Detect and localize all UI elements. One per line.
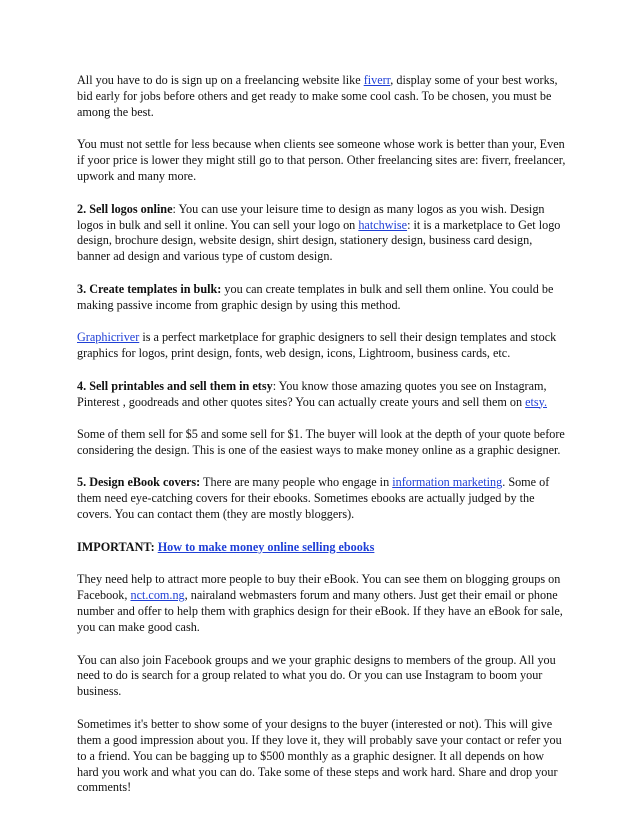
bold-text: 4. Sell printables and sell them in etsy — [77, 378, 273, 393]
paragraph — [77, 379, 567, 411]
paragraph — [77, 717, 567, 797]
text-link[interactable]: information marketing — [392, 475, 503, 490]
body-text: , nairaland webmasters forum and many others. Just get their email or phone number and offer to help them with graphics design for their eBook. If they have an eBook for sale, you can make good cash. — [77, 588, 563, 634]
paragraph — [77, 572, 567, 636]
body-text: : You know those amazing quotes you see on Instagram, Pinterest , goodreads and other quotes sites? You can actually create yours and sell them on — [77, 378, 547, 409]
body-text: , display some of your best works, bid early for jobs before others and get ready to make some cool cash. To be chosen, you must be among the best. — [77, 73, 558, 119]
paragraph — [77, 330, 567, 362]
bold-text: 2. Sell logos online — [77, 201, 173, 216]
text-link[interactable]: etsy. — [525, 394, 548, 409]
body-text: You must not settle for less because when clients see someone whose work is better than your, Even if yoor price is lower they might still go to that person. Other freelancing sites are: fiverr, freelancer, upwork and many more. — [77, 137, 566, 184]
text-link[interactable]: nct.com.ng — [130, 588, 185, 603]
paragraph — [77, 475, 567, 523]
body-text: is a perfect marketplace for graphic designers to sell their design templates and stock graphics for logos, print design, fonts, web design, icons, Lightroom, business cards, etc. — [77, 330, 557, 361]
body-text: : You can use your leisure time to design as many logos as you wish. Design logos in bulk and sell it online. You can sell your logo on — [77, 201, 545, 232]
paragraph — [77, 540, 567, 556]
bold-text: IMPORTANT: — [77, 539, 158, 554]
paragraph — [77, 653, 567, 701]
body-text: All you have to do is sign up on a freelancing website like — [77, 73, 364, 87]
paragraph — [77, 137, 567, 185]
body-text: Sometimes it's better to show some of your designs to the buyer (interested or not). This will give them a good impression about you. If they love it, they will probably save your contact or refer you to a friend. You can be bagging up to $500 monthly as a graphic designer. It all depends on how hard you work and what you can do. Take some of these steps and work hard. Share and drop your comments! — [77, 716, 562, 795]
body-text: you can create templates in bulk and sell them online. You could be making passive income from graphic design by using this method. — [77, 281, 554, 312]
text-link[interactable]: fiverr — [363, 73, 391, 87]
body-text: : it is a marketplace to Get logo design, brochure design, website design, shirt design, stationery design, business card design, banner ad design and various type of custom design. — [77, 217, 561, 264]
bold-text: 3. Create templates in bulk: — [77, 281, 222, 296]
document-body — [77, 73, 567, 813]
body-text: Some of them sell for $5 and some sell for $1. The buyer will look at the depth of your quote before considering the design. This is one of the easiest ways to make money online as a graphic designer. — [77, 427, 565, 457]
paragraph — [77, 282, 567, 314]
text-link[interactable]: hatchwise — [358, 217, 408, 232]
paragraph — [77, 73, 567, 121]
paragraph — [77, 427, 567, 459]
body-text: . Some of them need eye-catching covers for their ebooks. Sometimes ebooks are actually judged by the covers. You can contact them (they are mostly bloggers). — [77, 475, 550, 522]
text-link[interactable]: Graphicriver — [77, 330, 140, 345]
body-text: There are many people who engage in — [200, 475, 393, 490]
bold-text: 5. Design eBook covers: — [77, 475, 201, 490]
body-text: You can also join Facebook groups and we your graphic designs to members of the group. All you need to do is search for a group related to what you do. Or you can use Instagram to boom your business. — [77, 652, 556, 699]
paragraph — [77, 202, 567, 266]
text-link[interactable]: How to make money online selling ebooks — [157, 539, 375, 554]
body-text: They need help to attract more people to buy their eBook. You can see them on blogging groups on Facebook, — [77, 572, 561, 603]
